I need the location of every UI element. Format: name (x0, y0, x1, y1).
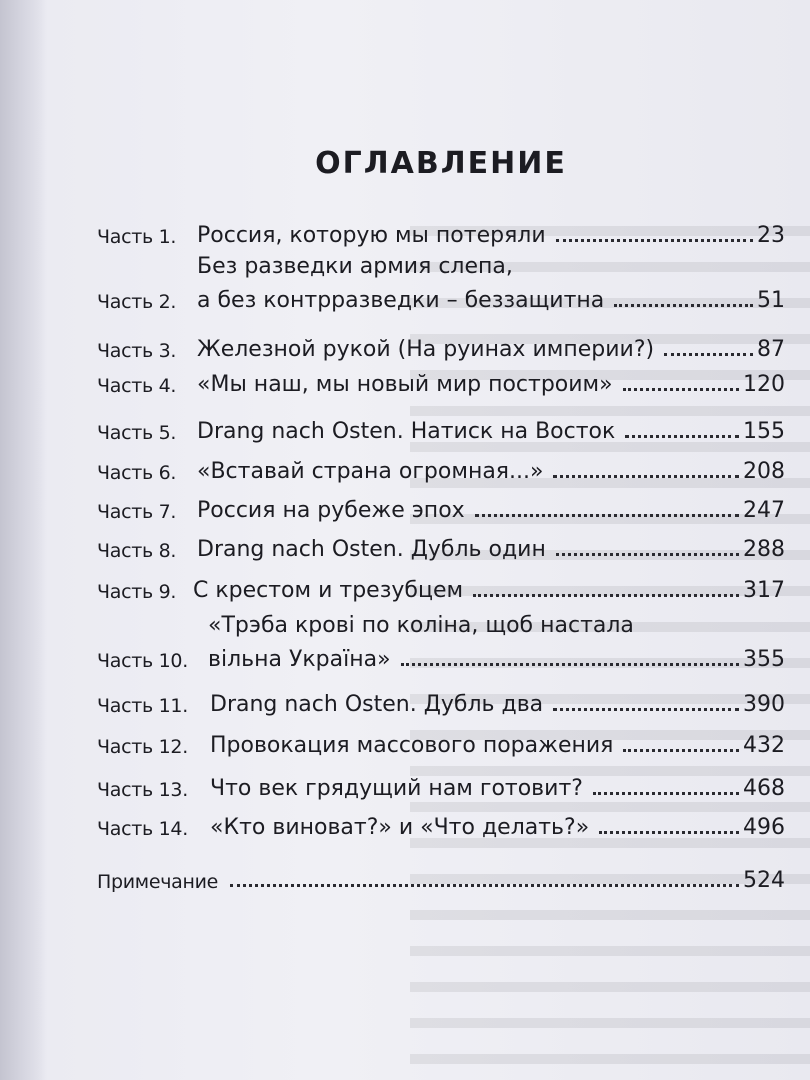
toc-entry-label: Часть 6. (97, 462, 177, 484)
toc-entry-label: Примечание (97, 871, 219, 893)
toc-entry-label: Часть 5. (97, 422, 177, 444)
toc-dot-leader (556, 239, 753, 242)
toc-entry-title-text: Провокация массового поражения (210, 733, 614, 758)
toc-entry-label: Часть 8. (97, 540, 177, 562)
toc-entry-label: Часть 10. (97, 650, 188, 672)
toc-page-number: 23 (757, 223, 785, 248)
toc-dot-leader (230, 884, 739, 887)
toc-dot-leader (599, 831, 739, 834)
toc-entry (97, 547, 785, 603)
toc-entry (97, 784, 785, 840)
toc-entry-title-text: «Вставай страна огромная...» (197, 459, 544, 484)
toc-page-number: 288 (743, 537, 785, 562)
toc-entry-label: Часть 3. (97, 340, 177, 362)
toc-page-number: 51 (757, 288, 785, 313)
toc-entry-title-line1: «Трэба крові по коліна, щоб настала (208, 613, 634, 638)
toc-entry-label: Часть 12. (97, 736, 188, 758)
toc-entry-title-text: Что век грядущий нам готовит? (210, 776, 583, 801)
toc-page-number: 120 (743, 372, 785, 397)
toc-entry-title-text: Drang nach Osten. Дубль один (197, 537, 546, 562)
toc-entry (97, 192, 785, 248)
toc-entry-label: Часть 4. (97, 375, 177, 397)
toc-entry-title-line1: Без разведки армия слепа, (197, 254, 513, 279)
toc-entry-title-text: С крестом и трезубцем (193, 578, 464, 603)
toc-entry-label: Часть 7. (97, 501, 177, 523)
toc-page-number: 317 (743, 578, 785, 603)
toc-entry-title-text: Железной рукой (На руинах империи?) (197, 337, 655, 362)
toc-page-number: 524 (743, 868, 785, 893)
toc-entry-title (193, 578, 463, 603)
toc-entry-label: Часть 2. (97, 291, 177, 313)
toc-page-number: 247 (743, 498, 785, 523)
toc-entry-label: Часть 9. (97, 581, 177, 603)
toc-entry-title-text: «Мы наш, мы новый мир построим» (197, 372, 613, 397)
toc-page-number: 390 (743, 692, 785, 717)
toc-entry (97, 837, 785, 893)
toc-page-number: 155 (743, 419, 785, 444)
toc-entry-label: Часть 14. (97, 818, 188, 840)
toc-entry-title-text: Россия, которую мы потеряли (197, 223, 546, 248)
toc-entry-title-text: вільна Україна» (208, 647, 391, 672)
toc-entry-title-text: Россия на рубеже эпох (197, 498, 465, 523)
toc-page-number: 208 (743, 459, 785, 484)
page-title: ОГЛАВЛЕНИЕ (315, 146, 567, 181)
toc-page-number: 355 (743, 647, 785, 672)
toc-dot-leader (473, 594, 739, 597)
toc-entry-title-text: Drang nach Osten. Натиск на Восток (197, 419, 616, 444)
toc-entry-label: Часть 11. (97, 695, 188, 717)
toc-entry-label: Часть 13. (97, 779, 188, 801)
toc-entry (97, 254, 785, 313)
toc-entry-title-text: а без контрразведки – беззащитна (197, 288, 605, 313)
toc-entry-label: Часть 1. (97, 226, 177, 248)
toc-entry-title-text: «Кто виноват?» и «Что делать?» (210, 815, 590, 840)
toc-page-number: 87 (757, 337, 785, 362)
toc-entry-title-text: Drang nach Osten. Дубль два (210, 692, 544, 717)
toc-page-number: 496 (743, 815, 785, 840)
toc-page-number: 432 (743, 733, 785, 758)
toc-page-number: 468 (743, 776, 785, 801)
toc-entry-title (197, 223, 546, 248)
